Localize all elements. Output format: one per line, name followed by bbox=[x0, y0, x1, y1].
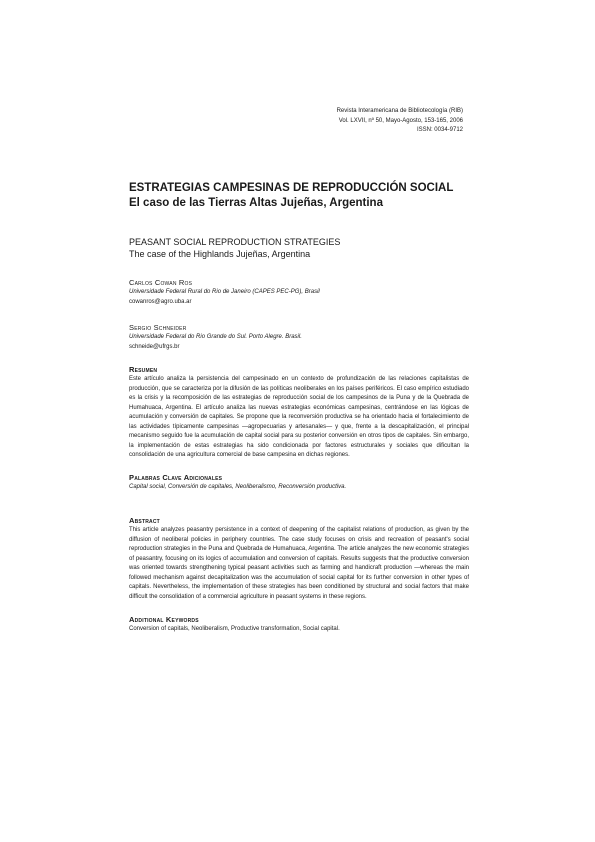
author-email[interactable]: schneide@ufrgs.br bbox=[129, 343, 180, 350]
palabras-clave-text: Capital social, Conversión de capitales, Neoliberalismo, Reconversión productiva. bbox=[129, 483, 347, 490]
additional-keywords-text: Conversion of capitals, Neoliberalism, Productive transformation, Social capital. bbox=[129, 626, 340, 632]
journal-volume: Vol. LXVII, nº 50, Mayo-Agosto, 153-165, 2006 bbox=[338, 117, 463, 124]
article-body bbox=[129, 181, 469, 635]
journal-name: Revista Interamericana de Bibliotecología (RIB) bbox=[336, 108, 463, 114]
abstract-heading: Abstract bbox=[129, 516, 160, 525]
author-block bbox=[129, 323, 469, 352]
palabras-clave-heading: Palabras Clave Adicionales bbox=[129, 472, 223, 482]
resumen-heading: Resumen bbox=[129, 365, 158, 374]
author-name: Sergio Schneider bbox=[129, 323, 187, 332]
resumen-text: Este artículo analiza la persistencia del campesinado en un contexto de profundización de las relaciones capitalistas de producción, que se caracteriza por la difusión de las políticas neoliberales en los países periféricos. El caso empírico estudiado es la crisis y la recomposición de las estrategias de reproducción social de los campesinos de la Puna y de la Quebrada de Humahuaca, Argentina. El artículo analiza las nuevas estrategias económicas campesinas, centrándose en las lógicas de acumulación y conversión de capitales. Se propone que la reconversión productiva se ha orientado hacia el fortalecimiento de las actividades típicamente campesinas —agropecuarias y artesanales— y que, frente a la descapitalización, el principal mecanismo seguido fue la acumulación de capital social para su posterior conversión en otros tipos de capitales. Sin embargo, la implementación de estas estrategias ha sido condicionada por factores estructurales y sociales que dificultan la consolidación de una agricultura comercial de base campesina en dichas regiones. bbox=[129, 376, 469, 458]
author-affiliation: Universidade Federal Rural do Rio de Janeiro (CAPES PEC-PG), Brasil bbox=[129, 289, 320, 295]
palabras-clave-section bbox=[129, 473, 469, 493]
journal-issn: ISSN: 0034-9712 bbox=[416, 127, 463, 133]
spanish-title-block bbox=[129, 181, 469, 211]
subtitle-english: The case of the Highlands Jujeñas, Argentina bbox=[129, 248, 311, 259]
author-name: Carlos Cowan Ros bbox=[129, 278, 193, 287]
resumen-section bbox=[129, 365, 469, 461]
additional-keywords-heading: Additional Keywords bbox=[129, 615, 199, 624]
author-block bbox=[129, 278, 469, 307]
english-title-block bbox=[129, 237, 469, 260]
title-english: PEASANT SOCIAL REPRODUCTION STRATEGIES bbox=[129, 237, 341, 247]
abstract-section bbox=[129, 516, 469, 602]
subtitle-spanish: El caso de las Tierras Altas Jujeñas, Argentina bbox=[129, 197, 383, 209]
author-email[interactable]: cowanros@agro.uba.ar bbox=[129, 298, 192, 305]
title-spanish: ESTRATEGIAS CAMPESINAS DE REPRODUCCIÓN SOCIAL bbox=[129, 182, 454, 194]
additional-keywords-section bbox=[129, 615, 469, 635]
abstract-text: This article analyzes peasantry persistence in a context of deepening of the capitalist relations of production, as given by the diffusion of neoliberal policies in periphery countries. The case study focuses on crisis and recreation of peasant's social reproduction strategies in the Puna and Quebrada de Humahuaca, Argentina. The article analyzes the new economic strategies of peasantry, focusing on its logics of accumulation and conversion of capitals. Results suggests that the productive conversion was oriented towards strengthening typical peasant activities such as farming and handicraft production —whereas the main followed mechanism against decapitalization was the accumulation of social capital for its further conversion in other types of capitals. Nevertheless, the implementation of these strategies has been conditioned by structural and social factors that make difficult the consolidation of a commercial agriculture in peasant systems in these regions. bbox=[129, 527, 469, 600]
journal-info bbox=[337, 107, 463, 136]
author-affiliation: Universidade Federal do Rio Grande do Sul. Porto Alegre. Brasil. bbox=[129, 334, 302, 340]
